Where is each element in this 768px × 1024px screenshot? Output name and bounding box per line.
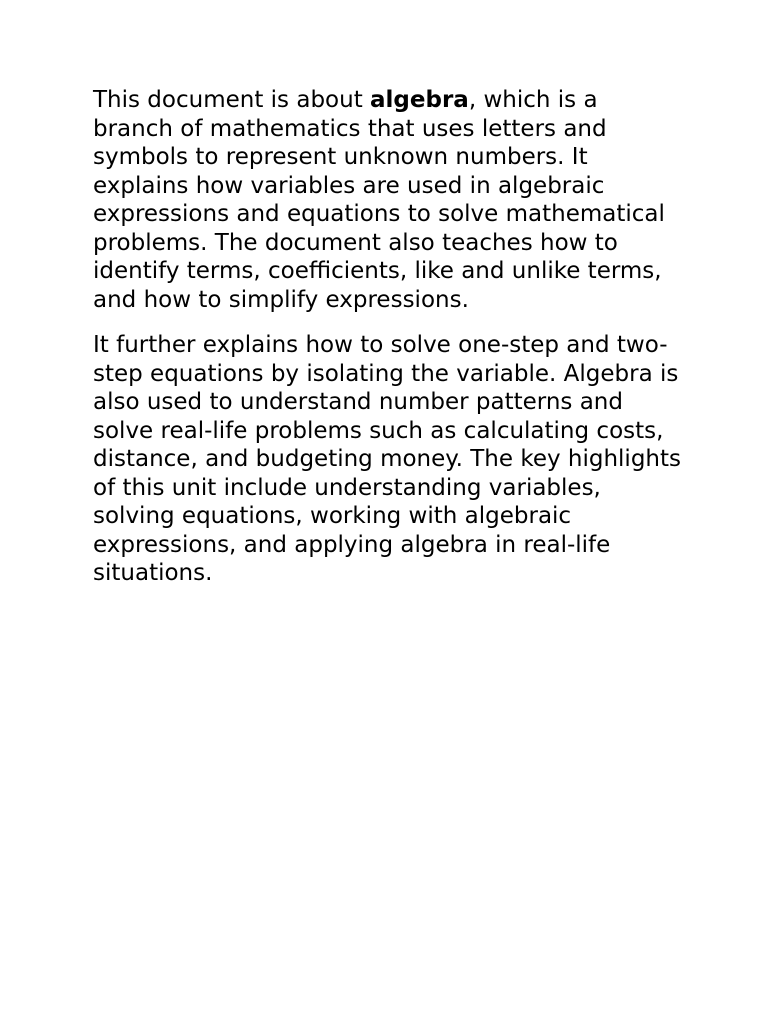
paragraph-1-rest: , which is a branch of mathematics that uses letters and symbols to represent unknown numbers. It explains how variables are used in algebraic expressions and equations to solve mathematical problems. The document also teaches how to identify terms, coefficients, like and unlike terms, and how to simplify expressions.	[93, 87, 665, 313]
paragraph-1-intro: This document is about	[93, 87, 371, 113]
paragraph-1-bold-term: algebra	[370, 87, 469, 113]
paragraph-1	[93, 86, 683, 314]
document-body	[93, 86, 683, 605]
paragraph-2: It further explains how to solve one-step and two-step equations by isolating the variable. Algebra is also used to understand number patterns and solve real-life problems such as calculating costs, distance, and budgeting money. The key highlights of this unit include understanding variables, solving equations, working with algebraic expressions, and applying algebra in real-life situations.	[93, 332, 682, 586]
